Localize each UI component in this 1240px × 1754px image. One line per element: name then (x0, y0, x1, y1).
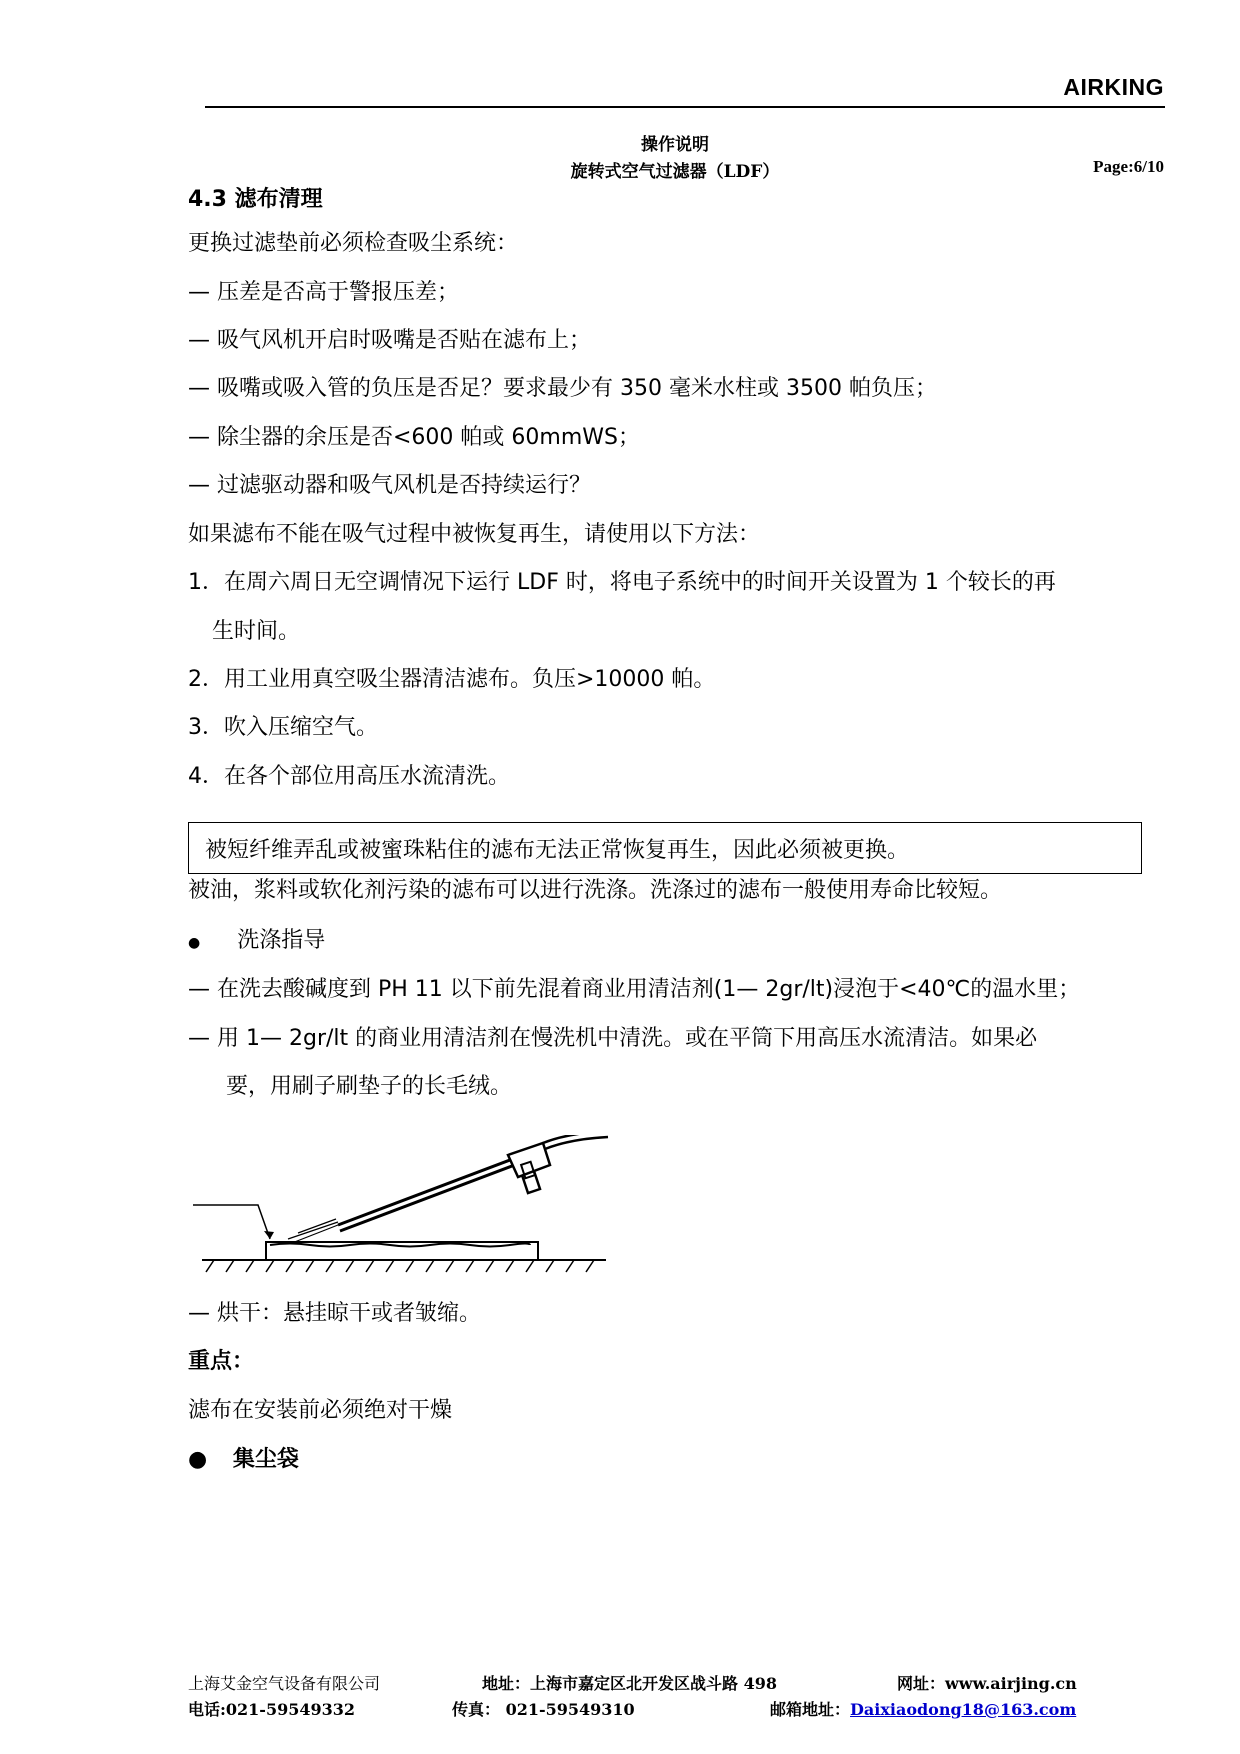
method-item: 1．在周六周日无空调情况下运行 LDF 时，将电子系统中的时间开关设置为 1 个较长的再 (188, 570, 1056, 595)
section-heading: 4.3 滤布清理 (188, 187, 323, 212)
pressure-washer-illustration (188, 1135, 618, 1285)
method-item: 4．在各个部位用高压水流清洗。 (188, 764, 510, 789)
dust-bag-item (188, 1445, 299, 1475)
method-item: 3．吹入压缩空气。 (188, 715, 378, 740)
check-item: — 压差是否高于警报压差； (188, 280, 459, 305)
methods-intro: 如果滤布不能在吸气过程中被恢复再生，请使用以下方法： (188, 522, 761, 547)
check-item: — 吸嘴或吸入管的负压是否足？要求最少有 350 毫米水柱或 3500 帕负压； (188, 376, 937, 401)
after-note-text: 被油，浆料或软化剂污染的滤布可以进行洗涤。洗涤过的滤布一般使用寿命比较短。 (188, 878, 1003, 903)
dust-bag-heading: 集尘袋 (232, 1447, 299, 1472)
check-item: — 吸气风机开启时吸嘴是否贴在滤布上； (188, 328, 591, 353)
footer-website-link[interactable]: www.airjing.cn (945, 1674, 1077, 1693)
footer-address: 地址：上海市嘉定区北开发区战斗路 498 (482, 1674, 777, 1693)
footer-website-label: 网址： (897, 1674, 946, 1693)
dry-step: — 烘干：悬挂晾干或者皱缩。 (188, 1301, 481, 1326)
footer-email (770, 1697, 1076, 1720)
footer-fax: 传真： 021-59549310 (452, 1700, 635, 1719)
intro-text: 更换过滤垫前必须检查吸尘系统： (188, 231, 519, 256)
wash-step: — 在洗去酸碱度到 PH 11 以下前先混着商业用清洁剂(1— 2gr/lt)浸泡于<40℃的温水里； (188, 977, 1081, 1002)
wash-guide-heading: 洗涤指导 (237, 928, 326, 953)
bullet-icon: ● (188, 1447, 208, 1472)
important-label: 重点： (188, 1349, 255, 1374)
note-text: 被短纤维弄乱或被蜜珠粘住的滤布无法正常恢复再生，因此必须被更换。 (205, 838, 910, 863)
wash-step: — 用 1— 2gr/lt 的商业用清洁剂在慢洗机中清洗。或在平筒下用高压水流清洁。如果必 (188, 1026, 1038, 1051)
wash-guide-item (188, 926, 325, 958)
page-number: Page:6/10 (1093, 157, 1164, 176)
document-title: 操作说明 (641, 135, 709, 155)
footer-email-link[interactable]: Daixiaodong18@163.com (850, 1700, 1077, 1719)
bullet-icon: ● (188, 935, 201, 951)
footer-phone: 电话:021-59549332 (188, 1700, 356, 1719)
method-item: 2．用工业用真空吸尘器清洁滤布。负压>10000 帕。 (188, 667, 716, 692)
header-rule (205, 106, 1165, 108)
footer-website (897, 1671, 1077, 1694)
footer-email-label: 邮箱地址： (770, 1700, 851, 1719)
document-subtitle: 旋转式空气过滤器（LDF） (570, 162, 780, 182)
note-box (188, 822, 1142, 874)
footer-company: 上海艾金空气设备有限公司 (188, 1674, 381, 1693)
brand-name: AIRKING (1063, 74, 1164, 100)
check-item: — 过滤驱动器和吸气风机是否持续运行？ (188, 473, 591, 498)
check-item: — 除尘器的余压是否<600 帕或 60mmWS； (188, 425, 640, 450)
method-item-continued: 生时间。 (212, 619, 301, 644)
wash-step-continued: 要，用刷子刷垫子的长毛绒。 (226, 1074, 513, 1099)
important-text: 滤布在安装前必须绝对干燥 (188, 1398, 453, 1423)
